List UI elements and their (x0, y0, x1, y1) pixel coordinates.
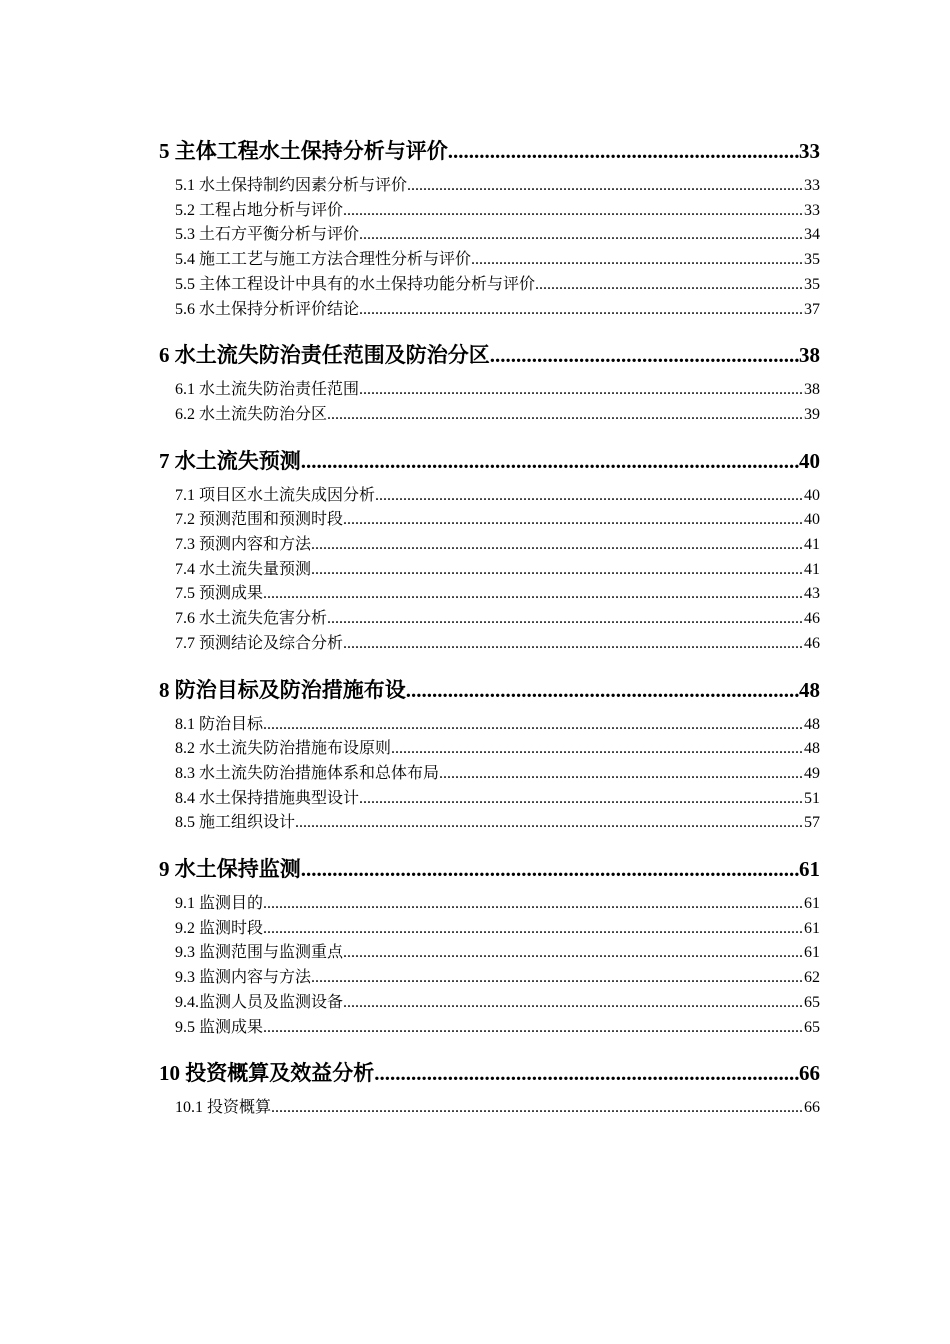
toc-section-title: 10.1 投资概算 (175, 1099, 272, 1117)
toc-section-entry[interactable] (159, 223, 820, 248)
toc-section-entry[interactable] (159, 508, 820, 533)
toc-section-title: 7.5 预测成果 (175, 585, 264, 603)
toc-section-page-number: 35 (804, 251, 820, 269)
toc-section-title: 5.6 水土保持分析评价结论 (175, 300, 360, 318)
toc-section-title: 7.1 项目区水土流失成因分析 (175, 486, 376, 504)
toc-dot-leader (439, 762, 804, 787)
toc-section-page-number: 61 (804, 919, 820, 937)
toc-section-page-number: 48 (804, 715, 820, 733)
toc-section-entry[interactable] (159, 607, 820, 632)
toc-dot-leader (375, 484, 804, 509)
toc-section-entry[interactable] (159, 811, 820, 836)
toc-section-entry[interactable] (159, 248, 820, 273)
toc-chapter-title: 10 投资概算及效益分析 (159, 1061, 375, 1086)
toc-section-page-number: 33 (804, 177, 820, 194)
toc-section-page-number: 65 (804, 1018, 820, 1036)
toc-section-title: 8.4 水土保持措施典型设计 (175, 789, 360, 807)
toc-section-entry[interactable] (159, 174, 820, 199)
toc-section-title: 9.5 监测成果 (175, 1018, 264, 1036)
toc-section-page-number: 41 (804, 560, 820, 578)
toc-chapter-entry[interactable] (159, 134, 820, 168)
toc-chapter-page-number: 40 (799, 448, 820, 473)
toc-section-title: 9.4.监测人员及监测设备 (175, 993, 344, 1011)
toc-chapter-entry[interactable] (159, 444, 820, 478)
toc-chapter-entry[interactable] (159, 1056, 820, 1090)
toc-chapter-page-number: 48 (799, 677, 820, 702)
toc-chapter-title: 6 水土流失防治责任范围及防治分区 (159, 343, 490, 368)
toc-section-entry[interactable] (159, 582, 820, 607)
toc-section-entry[interactable] (159, 713, 820, 738)
toc-chapter-title: 9 水土保持监测 (159, 857, 301, 882)
toc-chapter-entry[interactable] (159, 673, 820, 707)
toc-section-title: 7.2 预测范围和预测时段 (175, 511, 344, 529)
toc-section-title: 8.2 水土流失防治措施布设原则 (175, 740, 392, 758)
toc-dot-leader (359, 787, 804, 812)
toc-section-entry[interactable] (159, 966, 820, 991)
toc-section-page-number: 46 (804, 610, 820, 628)
toc-dot-leader (271, 1096, 804, 1121)
toc-dot-leader (374, 1056, 799, 1090)
toc-dot-leader (343, 508, 804, 533)
toc-section-page-number: 48 (804, 740, 820, 758)
toc-section-page-number: 57 (804, 814, 820, 832)
toc-section-page-number: 39 (804, 405, 820, 423)
toc-section-entry[interactable] (159, 632, 820, 657)
toc-section-title: 6.1 水土流失防治责任范围 (175, 381, 360, 399)
toc-section-entry[interactable] (159, 941, 820, 966)
toc-chapter-entry[interactable] (159, 338, 820, 372)
toc-section-page-number: 51 (804, 789, 820, 807)
toc-dot-leader (448, 134, 799, 168)
toc-section-entry[interactable] (159, 378, 820, 403)
toc-dot-leader (263, 917, 804, 942)
toc-section-entry[interactable] (159, 1016, 820, 1041)
toc-dot-leader (359, 378, 804, 403)
toc-section-title: 8.1 防治目标 (175, 715, 264, 733)
toc-section-page-number: 49 (804, 764, 820, 782)
toc-dot-leader (343, 941, 804, 966)
toc-section-page-number: 46 (804, 634, 820, 652)
toc-chapter-page-number: 66 (799, 1061, 820, 1086)
toc-section-title: 8.5 施工组织设计 (175, 814, 296, 832)
toc-dot-leader (407, 174, 804, 199)
toc-dot-leader (263, 892, 804, 917)
toc-section-title: 7.6 水土流失危害分析 (175, 610, 328, 628)
toc-section-entry[interactable] (159, 787, 820, 812)
toc-section-page-number: 40 (804, 486, 820, 504)
toc-chapter-title: 5 主体工程水土保持分析与评价 (159, 139, 448, 163)
toc-chapter-page-number: 61 (799, 857, 820, 882)
toc-chapter-page-number: 33 (799, 139, 820, 163)
toc-dot-leader (263, 713, 804, 738)
toc-section-title: 7.7 预测结论及综合分析 (175, 634, 344, 652)
toc-dot-leader (327, 403, 804, 428)
toc-dot-leader (359, 223, 804, 248)
toc-section-title: 8.3 水土流失防治措施体系和总体布局 (175, 764, 440, 782)
toc-section-entry[interactable] (159, 737, 820, 762)
toc-section-title: 5.1 水土保持制约因素分析与评价 (175, 177, 408, 194)
toc-section-page-number: 41 (804, 536, 820, 554)
toc-section-entry[interactable] (159, 1096, 820, 1121)
toc-dot-leader (343, 632, 804, 657)
toc-section-entry[interactable] (159, 533, 820, 558)
toc-section-title: 9.3 监测范围与监测重点 (175, 944, 344, 962)
toc-section-entry[interactable] (159, 558, 820, 583)
toc-section-entry[interactable] (159, 199, 820, 224)
table-of-contents (159, 134, 820, 1121)
toc-chapter-title: 7 水土流失预测 (159, 448, 301, 473)
toc-section-entry[interactable] (159, 762, 820, 787)
toc-section-page-number: 65 (804, 993, 820, 1011)
toc-section-entry[interactable] (159, 403, 820, 428)
toc-dot-leader (295, 811, 804, 836)
toc-section-page-number: 38 (804, 381, 820, 399)
toc-dot-leader (311, 966, 804, 991)
toc-dot-leader (301, 444, 799, 478)
toc-section-entry[interactable] (159, 917, 820, 942)
toc-section-entry[interactable] (159, 298, 820, 323)
toc-section-title: 7.4 水土流失量预测 (175, 560, 312, 578)
toc-section-title: 6.2 水土流失防治分区 (175, 405, 328, 423)
toc-chapter-title: 8 防治目标及防治措施布设 (159, 677, 406, 702)
toc-section-title: 5.4 施工工艺与施工方法合理性分析与评价 (175, 251, 472, 269)
toc-section-entry[interactable] (159, 892, 820, 917)
toc-section-page-number: 33 (804, 201, 820, 219)
toc-section-title: 5.3 土石方平衡分析与评价 (175, 226, 360, 244)
toc-section-title: 7.3 预测内容和方法 (175, 536, 312, 554)
toc-section-title: 9.3 监测内容与方法 (175, 969, 312, 987)
toc-dot-leader (327, 607, 804, 632)
toc-dot-leader (343, 199, 804, 224)
toc-dot-leader (359, 298, 804, 323)
toc-chapter-entry[interactable] (159, 852, 820, 886)
toc-section-title: 5.2 工程占地分析与评价 (175, 201, 344, 219)
toc-dot-leader (535, 273, 804, 298)
toc-section-entry[interactable] (159, 991, 820, 1016)
toc-chapter-page-number: 38 (799, 343, 820, 368)
toc-dot-leader (311, 533, 804, 558)
toc-section-entry[interactable] (159, 273, 820, 298)
toc-dot-leader (391, 737, 804, 762)
toc-section-page-number: 66 (804, 1099, 820, 1117)
toc-section-page-number: 61 (804, 895, 820, 913)
toc-dot-leader (343, 991, 804, 1016)
toc-section-page-number: 34 (804, 226, 820, 244)
toc-section-page-number: 61 (804, 944, 820, 962)
toc-section-page-number: 37 (804, 300, 820, 318)
toc-dot-leader (471, 248, 804, 273)
toc-section-page-number: 43 (804, 585, 820, 603)
toc-section-entry[interactable] (159, 484, 820, 509)
toc-section-page-number: 40 (804, 511, 820, 529)
toc-section-title: 9.1 监测目的 (175, 895, 264, 913)
toc-dot-leader (311, 558, 804, 583)
toc-section-page-number: 62 (804, 969, 820, 987)
toc-dot-leader (406, 673, 799, 707)
toc-dot-leader (301, 852, 799, 886)
toc-dot-leader (263, 1016, 804, 1041)
toc-dot-leader (490, 338, 799, 372)
toc-section-title: 9.2 监测时段 (175, 919, 264, 937)
toc-section-title: 5.5 主体工程设计中具有的水土保持功能分析与评价 (175, 275, 536, 293)
toc-dot-leader (263, 582, 804, 607)
toc-section-page-number: 35 (804, 275, 820, 293)
